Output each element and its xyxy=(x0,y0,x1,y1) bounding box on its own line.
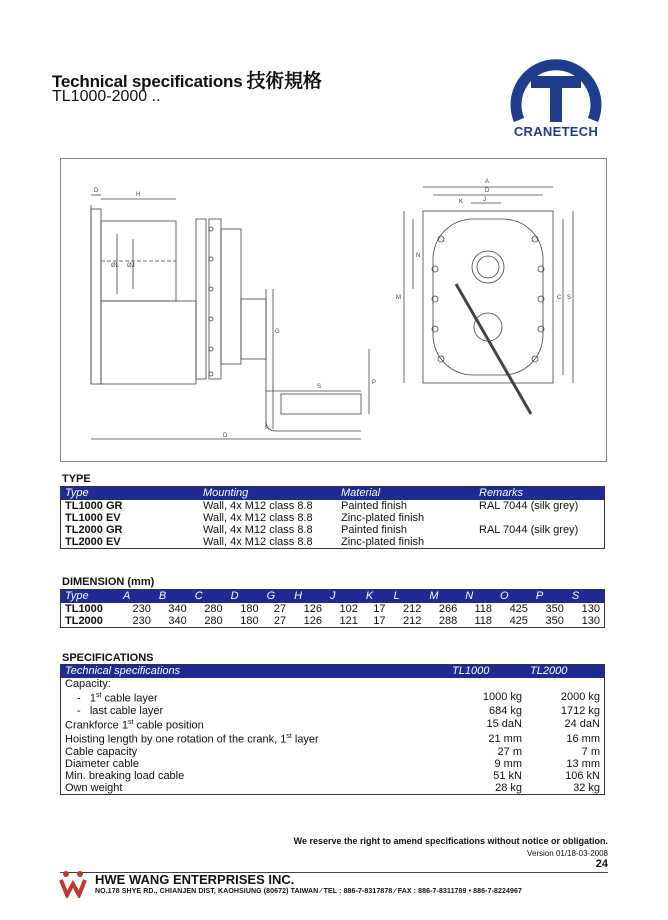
mounting-cell: Wall, 4x M12 class 8.8 xyxy=(203,512,313,524)
table-header-row xyxy=(61,665,605,679)
spec-label: - 1st cable layer xyxy=(77,692,158,705)
dim-cell: 27 xyxy=(273,615,287,627)
dim-cell: 266 xyxy=(438,603,458,615)
table-row xyxy=(61,717,605,732)
dim-label: C xyxy=(557,295,562,301)
column-header: K xyxy=(362,590,390,604)
dim-cell: 212 xyxy=(403,615,422,627)
dim-cell: 280 xyxy=(204,615,223,627)
spec-label: Min. breaking load cable xyxy=(65,769,185,782)
table-row xyxy=(61,524,605,536)
dim-cell: 280 xyxy=(204,603,223,615)
spec-label: Crankforce 1st cable position xyxy=(65,718,204,732)
dim-cell: 130 xyxy=(581,615,600,627)
spec-label: Capacity: xyxy=(65,678,111,690)
spec-value: 27 m xyxy=(497,745,522,758)
dimension-table xyxy=(60,589,605,628)
specifications-section-title: SPECIFICATIONS xyxy=(62,652,154,664)
column-header: B xyxy=(155,590,191,604)
dim-cell: 126 xyxy=(303,603,323,615)
table-row xyxy=(61,603,605,615)
spec-label: Diameter cable xyxy=(65,757,139,770)
spec-label: - last cable layer xyxy=(77,704,164,717)
mounting-cell: Wall, 4x M12 class 8.8 xyxy=(203,536,313,548)
dim-cell: 118 xyxy=(474,615,493,627)
column-header: Type xyxy=(61,590,120,604)
dim-cell: 180 xyxy=(240,603,259,615)
dim-cell: 180 xyxy=(240,615,259,627)
dim-label: D xyxy=(485,188,490,194)
table-row xyxy=(61,500,605,512)
dim-cell: 121 xyxy=(339,615,358,627)
dim-cell: 425 xyxy=(509,615,528,627)
company-logo-icon xyxy=(58,868,88,898)
column-header: J xyxy=(326,590,362,604)
dim-cell: 130 xyxy=(581,603,600,615)
column-header: O xyxy=(496,590,532,604)
dim-cell: 27 xyxy=(273,603,287,615)
table-row xyxy=(61,512,605,524)
dim-cell: 126 xyxy=(303,615,323,627)
winch-drawing xyxy=(61,159,606,461)
dim-label: D xyxy=(223,433,228,439)
page-number: 24 xyxy=(595,858,608,870)
dim-label: K xyxy=(459,199,464,205)
type-cell: TL1000 xyxy=(65,603,103,615)
mounting-cell: Wall, 4x M12 class 8.8 xyxy=(203,524,313,536)
table-row xyxy=(61,746,605,758)
column-header: Technical specifications xyxy=(61,665,449,679)
spec-label: Hoisting length by one rotation of the crank, 1st layer xyxy=(65,733,319,746)
remarks-cell xyxy=(475,536,605,549)
dim-label: J xyxy=(483,197,486,203)
type-cell: TL1000 EV xyxy=(65,512,121,524)
table-row xyxy=(61,770,605,782)
dim-label: ØJ xyxy=(127,263,135,269)
dim-cell: 118 xyxy=(474,603,493,615)
column-header: TL1000 xyxy=(448,665,526,679)
type-cell: TL1000 GR xyxy=(65,500,123,512)
remarks-cell: RAL 7044 (silk grey) xyxy=(479,524,579,536)
spec-label: Own weight xyxy=(65,781,123,794)
column-header: Material xyxy=(337,487,475,501)
spec-value: 2000 kg xyxy=(560,691,600,704)
spec-value: 9 mm xyxy=(494,757,522,770)
dim-cell: 230 xyxy=(132,615,151,627)
company-address: NO.178 SHYE RD., CHIANJEN DIST, KAOHSIUNG (80672) TAIWAN ⁄ TEL : 886-7-8317878 ⁄ FAX : 886-7-8311789 • 886-7-8224967 xyxy=(95,888,522,895)
spec-value: 21 mm xyxy=(488,732,522,745)
column-header: A xyxy=(119,590,155,604)
technical-drawing xyxy=(60,158,607,462)
spec-value: 24 daN xyxy=(564,717,600,730)
table-row xyxy=(61,536,605,549)
spec-value: 15 daN xyxy=(486,717,522,730)
column-header: C xyxy=(191,590,227,604)
column-header: M xyxy=(425,590,461,604)
disclaimer: We reserve the right to amend specifications without notice or obligation. xyxy=(293,836,608,846)
column-header: D xyxy=(227,590,263,604)
dim-cell: 17 xyxy=(373,603,386,615)
column-header: S xyxy=(568,590,605,604)
dim-label: G xyxy=(275,329,280,335)
spec-value: 16 mm xyxy=(566,732,600,745)
spec-value: 13 mm xyxy=(566,757,600,770)
column-header: Remarks xyxy=(475,487,605,501)
column-header: Mounting xyxy=(199,487,337,501)
column-header: G xyxy=(263,590,291,604)
column-header: N xyxy=(461,590,496,604)
company-name: HWE WANG ENTERPRISES INC. xyxy=(95,872,295,887)
dim-cell: 350 xyxy=(545,603,564,615)
page-title: Technical specifications 技術規格 xyxy=(52,70,322,92)
dim-cell: 288 xyxy=(438,615,458,627)
spec-value: 7 m xyxy=(581,745,600,758)
dim-label: S xyxy=(317,384,322,390)
column-header: Type xyxy=(61,487,200,501)
material-cell: Zinc-plated finish xyxy=(341,512,425,524)
dim-label: H xyxy=(136,192,141,198)
dim-cell: 17 xyxy=(373,615,386,627)
table-row xyxy=(61,782,605,795)
material-cell: Painted finish xyxy=(341,524,408,536)
dim-cell: 212 xyxy=(403,603,422,615)
dim-label: D xyxy=(94,188,99,194)
dim-label: M xyxy=(396,295,401,301)
spec-label: Cable capacity xyxy=(65,745,138,758)
dimension-section-title: DIMENSION (mm) xyxy=(62,576,155,588)
dim-cell: 340 xyxy=(168,615,187,627)
version-label: Version 01/18-03-2008 xyxy=(527,849,608,858)
table-row xyxy=(61,615,605,628)
table-row xyxy=(61,678,605,690)
page-title-cjk: 技術規格 xyxy=(246,70,322,92)
type-table xyxy=(60,486,605,549)
table-row xyxy=(61,731,605,746)
column-header: TL2000 xyxy=(526,665,605,679)
spec-value: 106 kN xyxy=(565,769,600,782)
dim-label: N xyxy=(416,253,421,259)
brand-name: CRANETECH xyxy=(513,124,599,139)
spec-value: 32 kg xyxy=(573,781,600,794)
dim-label: S xyxy=(567,295,572,301)
specifications-table xyxy=(60,664,605,795)
type-cell: TL2000 EV xyxy=(65,536,121,548)
dim-cell: 102 xyxy=(339,603,358,615)
table-row xyxy=(61,690,605,705)
type-section-title: TYPE xyxy=(62,473,91,485)
table-row xyxy=(61,758,605,770)
spec-value: 1712 kg xyxy=(560,704,600,717)
material-cell: Painted finish xyxy=(341,500,408,512)
dim-cell: 425 xyxy=(509,603,528,615)
remarks-cell xyxy=(475,512,605,524)
mounting-cell: Wall, 4x M12 class 8.8 xyxy=(203,500,313,512)
column-header: H xyxy=(290,590,326,604)
remarks-cell: RAL 7044 (silk grey) xyxy=(479,500,579,512)
material-cell: Zinc-plated finish xyxy=(341,536,425,548)
dim-label: A xyxy=(485,179,490,185)
type-cell: TL2000 GR xyxy=(65,524,123,536)
dim-cell: 350 xyxy=(545,615,564,627)
table-header-row xyxy=(61,487,605,501)
spec-value: 684 kg xyxy=(488,704,522,717)
column-header: L xyxy=(389,590,425,604)
dim-label: P xyxy=(372,380,377,386)
spec-value: 51 kN xyxy=(493,769,522,782)
table-row xyxy=(61,705,605,717)
model-range: TL1000-2000 .. xyxy=(52,88,161,105)
table-header-row xyxy=(61,590,605,604)
type-cell: TL2000 xyxy=(65,615,103,627)
dim-cell: 230 xyxy=(132,603,151,615)
spec-value: 28 kg xyxy=(495,781,522,794)
dim-label: ØL xyxy=(111,263,120,269)
column-header: P xyxy=(532,590,568,604)
dim-cell: 340 xyxy=(168,603,187,615)
spec-value: 1000 kg xyxy=(482,691,522,704)
